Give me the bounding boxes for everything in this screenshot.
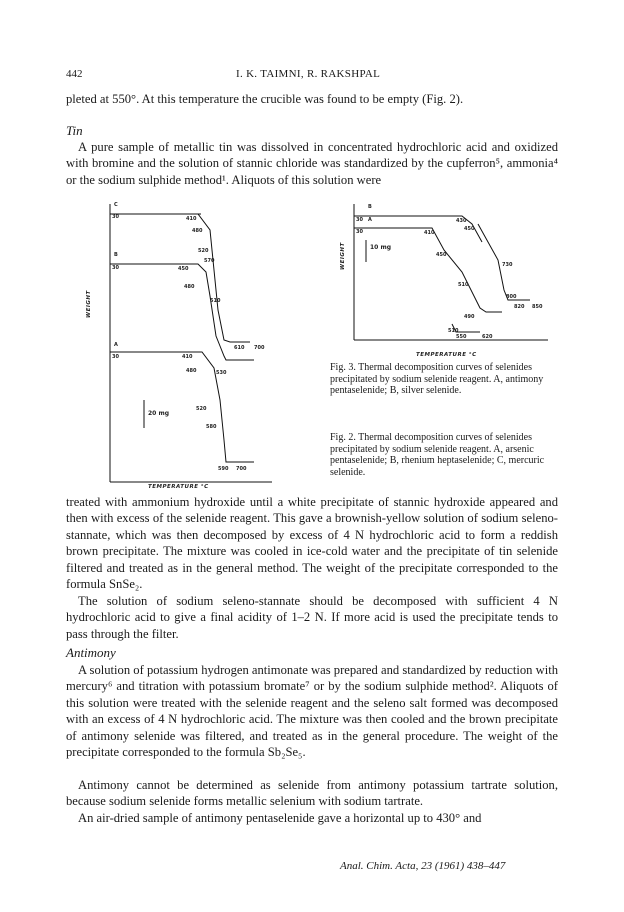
fig3-curve-b-letter: B (368, 204, 372, 210)
fig3-label: 450 (436, 252, 447, 258)
fig2-curve-b-letter: B (114, 252, 118, 258)
fig3-y-axis-label: WEIGHT (340, 242, 346, 270)
fig3-label: 850 (532, 304, 543, 310)
fig2-x-axis-label: TEMPERATURE °C (148, 484, 209, 490)
fig3-curve-a-letter: A (368, 217, 372, 223)
fig2-curve-a-letter: A (114, 342, 118, 348)
paragraph-continued: pleted at 550°. At this temperature the crucible was found to be empty (Fig. 2). (66, 92, 464, 106)
paragraph-tin-acidity: The solution of sodium seleno-stannate should be decomposed with sufficient 4 N hydrochloric acid to give a final acidity of 1–2 N. If more acid is used the precipitate tends to pass through the filter. (66, 594, 558, 641)
fig2-label: 30 (112, 265, 119, 271)
fig2-label: 30 (112, 214, 119, 220)
section-heading-antimony: Antimony (66, 645, 116, 660)
page-number: 442 (66, 68, 83, 80)
fig2-label: 510 (210, 298, 221, 304)
paragraph-tin-continued: treated with ammonium hydroxide until a white precipitate of stannic hydroxide appeared and then with excess of the selenide reagent. This gave a brownish-yellow solution of sodium seleno-stannate, which was then decomposed by excess of 4 N hydrochloric acid to form a reddish brown precipitate. The mixture was cooled in ice-cold water and the precipitate of tin selenide filtered and treated as in the general method. The weight of the precipitate corresponded to the formula SnSe₂. (66, 495, 558, 592)
fig2-y-axis-label: WEIGHT (86, 290, 92, 318)
fig2-label: 450 (178, 266, 189, 272)
fig2-label: 610 (234, 345, 245, 351)
fig3-scale-label: 10 mg (370, 244, 391, 251)
figure-2 (106, 200, 272, 490)
fig2-label: 580 (206, 424, 217, 430)
running-header-authors: I. K. TAIMNI, R. RAKSHPAL (236, 68, 381, 80)
fig2-label: 700 (254, 345, 265, 351)
figure-2-caption: Fig. 2. Thermal decomposition curves of selenides precipitated by sodium selenide reagent. A, arsenic pentaselenide; B, rhenium heptaselenide; C, mercuric selenide. (330, 432, 545, 478)
fig3-label: 30 (356, 229, 363, 235)
fig2-curve-c-letter: C (114, 202, 118, 208)
fig2-label: 700 (236, 466, 247, 472)
fig3-label: 800 (506, 294, 517, 300)
figure-3 (352, 200, 548, 350)
paragraph-antimony-air-dried: An air-dried sample of antimony pentaselenide gave a horizontal up to 430° and (78, 811, 482, 825)
fig3-label: 620 (482, 334, 493, 340)
paragraph-antimony-tartrate: Antimony cannot be determined as selenide from antimony potassium tartrate solution, because sodium selenide forms metallic selenium with sodium tartrate. (66, 778, 558, 809)
journal-footer: Anal. Chim. Acta, 23 (1961) 438–447 (340, 860, 506, 872)
fig2-label: 590 (218, 466, 229, 472)
fig2-label: 30 (112, 354, 119, 360)
fig2-label: 410 (186, 216, 197, 222)
fig2-scale-label: 20 mg (148, 410, 169, 417)
fig3-label: 510 (448, 328, 459, 334)
fig3-label: 30 (356, 217, 363, 223)
fig3-label: 730 (502, 262, 513, 268)
fig3-label: 820 (514, 304, 525, 310)
fig3-x-axis-label: TEMPERATURE °C (416, 352, 477, 358)
figure-2-plot (106, 200, 272, 490)
fig2-label: 410 (182, 354, 193, 360)
fig3-label: 450 (464, 226, 475, 232)
fig3-label: 430 (456, 218, 467, 224)
figure-3-caption: Fig. 3. Thermal decomposition curves of selenides precipitated by sodium selenide reagent. A, antimony pentaselenide; B, silver selenide. (330, 362, 544, 397)
paragraph-antimony: A solution of potassium hydrogen antimonate was prepared and standardized by reduction with mercury⁶ and titration with potassium bromate⁷ or by the sodium sulphide method². Aliquots of this solution were treated with the selenide reagent and the seleno salt formed was decomposed with an excess of 4 N hydrochloric acid. The mixture was then cooled and the brown precipitate of antimony selenide was filtered, and treated as in the general procedure. The weight of the precipitate corresponded to the formula Sb₂Se₅. (66, 663, 558, 760)
fig2-label: 520 (198, 248, 209, 254)
paragraph-tin: A pure sample of metallic tin was dissolved in concentrated hydrochloric acid and oxidized with bromine and the solution of stannic chloride was standardized by the cupferron⁵, ammonia⁴ or the sodium sulphide method¹. Aliquots of this solution were (66, 140, 558, 187)
fig2-label: 530 (216, 370, 227, 376)
fig2-label: 570 (204, 258, 215, 264)
fig3-label: 510 (458, 282, 469, 288)
section-heading-tin: Tin (66, 123, 83, 138)
fig2-label: 480 (184, 284, 195, 290)
fig2-label: 480 (192, 228, 203, 234)
fig2-label: 520 (196, 406, 207, 412)
fig2-label: 480 (186, 368, 197, 374)
fig3-label: 490 (464, 314, 475, 320)
fig3-label: 550 (456, 334, 467, 340)
fig3-label: 410 (424, 230, 435, 236)
